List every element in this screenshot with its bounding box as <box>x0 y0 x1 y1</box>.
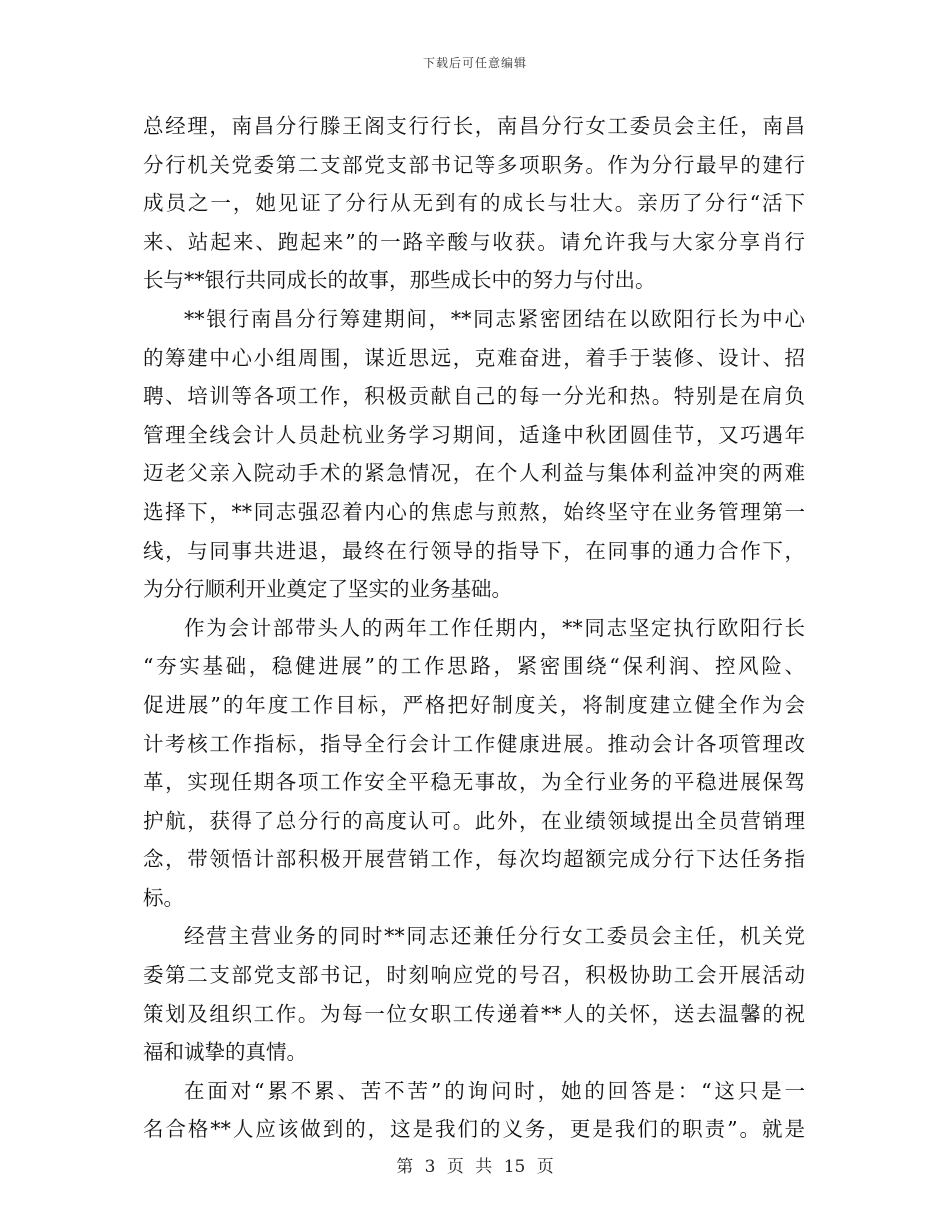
text-line: **银行南昌分行筹建期间，**同志紧密团结在以欧阳行长为中心 <box>184 306 805 331</box>
text-line: 管理全线会计人员赴杭业务学习期间，适逢中秋团圆佳节，又巧遇年 <box>143 422 805 447</box>
text-line: 念，带领悟计部积极开展营销工作，每次均超额完成分行下达任务指 <box>143 847 805 872</box>
text-line: 革，实现任期各项工作安全平稳无事故，为全行业务的平稳进展保驾 <box>143 770 805 795</box>
text-line: 委第二支部党支部书记，时刻响应党的号召，积极协助工会开展活动 <box>143 963 805 988</box>
page-header: 下载后可任意编辑 <box>422 56 527 70</box>
text-line: 分行机关党委第二支部党支部书记等多项职务。作为分行最早的建行 <box>143 152 805 177</box>
text-line: 线，与同事共进退，最终在行领导的指导下，在同事的通力合作下， <box>143 538 805 563</box>
text-line: 名合格**人应该做到的，这是我们的义务，更是我们的职责”。就是 <box>143 1117 805 1142</box>
text-line: 的筹建中心小组周围，谋近思远，克难奋进，着手于装修、设计、招 <box>143 345 805 370</box>
text-line: 计考核工作指标，指导全行会计工作健康进展。推动会计各项管理改 <box>143 731 805 756</box>
paragraph-1 <box>143 107 805 300</box>
paragraph-5 <box>143 1072 805 1149</box>
text-line: “夯实基础，稳健进展”的工作思路，紧密围绕“保利润、控风险、 <box>143 654 805 679</box>
text-line: 促进展”的年度工作目标，严格把好制度关，将制度建立健全作为会 <box>143 692 805 717</box>
text-line: 聘、培训等各项工作，积极贡献自己的每一分光和热。特别是在肩负 <box>143 384 805 409</box>
text-line: 护航，获得了总分行的高度认可。此外，在业绩领域提出全员营销理 <box>143 808 805 833</box>
text-line: 为分行顺利开业奠定了坚实的业务基础。 <box>143 577 512 602</box>
paragraph-4 <box>143 917 805 1071</box>
text-line: 福和诚挚的真情。 <box>143 1040 307 1065</box>
text-line: 标。 <box>143 885 184 910</box>
paragraph-2 <box>143 300 805 609</box>
text-line: 经营主营业务的同时**同志还兼任分行女工委员会主任，机关党 <box>184 924 805 949</box>
document-body <box>143 107 805 1149</box>
text-line: 在面对“累不累、苦不苦”的询问时，她的回答是：“这只是一 <box>184 1078 805 1103</box>
text-line: 长与**银行共同成长的故事，那些成长中的努力与付出。 <box>143 268 656 293</box>
text-line: 策划及组织工作。为每一位女职工传递着**人的关怀，送去温馨的祝 <box>143 1001 805 1026</box>
text-line: 总经理，南昌分行滕王阁支行行长，南昌分行女工委员会主任，南昌 <box>143 114 805 138</box>
page-number: 第 3 页 共 15 页 <box>396 1157 554 1177</box>
text-line: 作为会计部带头人的两年工作任期内，**同志坚定执行欧阳行长 <box>184 615 805 640</box>
paragraph-3 <box>143 609 805 918</box>
text-line: 迈老父亲入院动手术的紧急情况，在个人利益与集体利益冲突的两难 <box>143 461 805 486</box>
text-line: 来、站起来、跑起来”的一路辛酸与收获。请允许我与大家分享肖行 <box>143 229 805 254</box>
text-line: 选择下，**同志强忍着内心的焦虑与煎熬，始终坚守在业务管理第一 <box>143 499 805 524</box>
text-line: 成员之一，她见证了分行从无到有的成长与壮大。亲历了分行“活下 <box>143 191 805 216</box>
